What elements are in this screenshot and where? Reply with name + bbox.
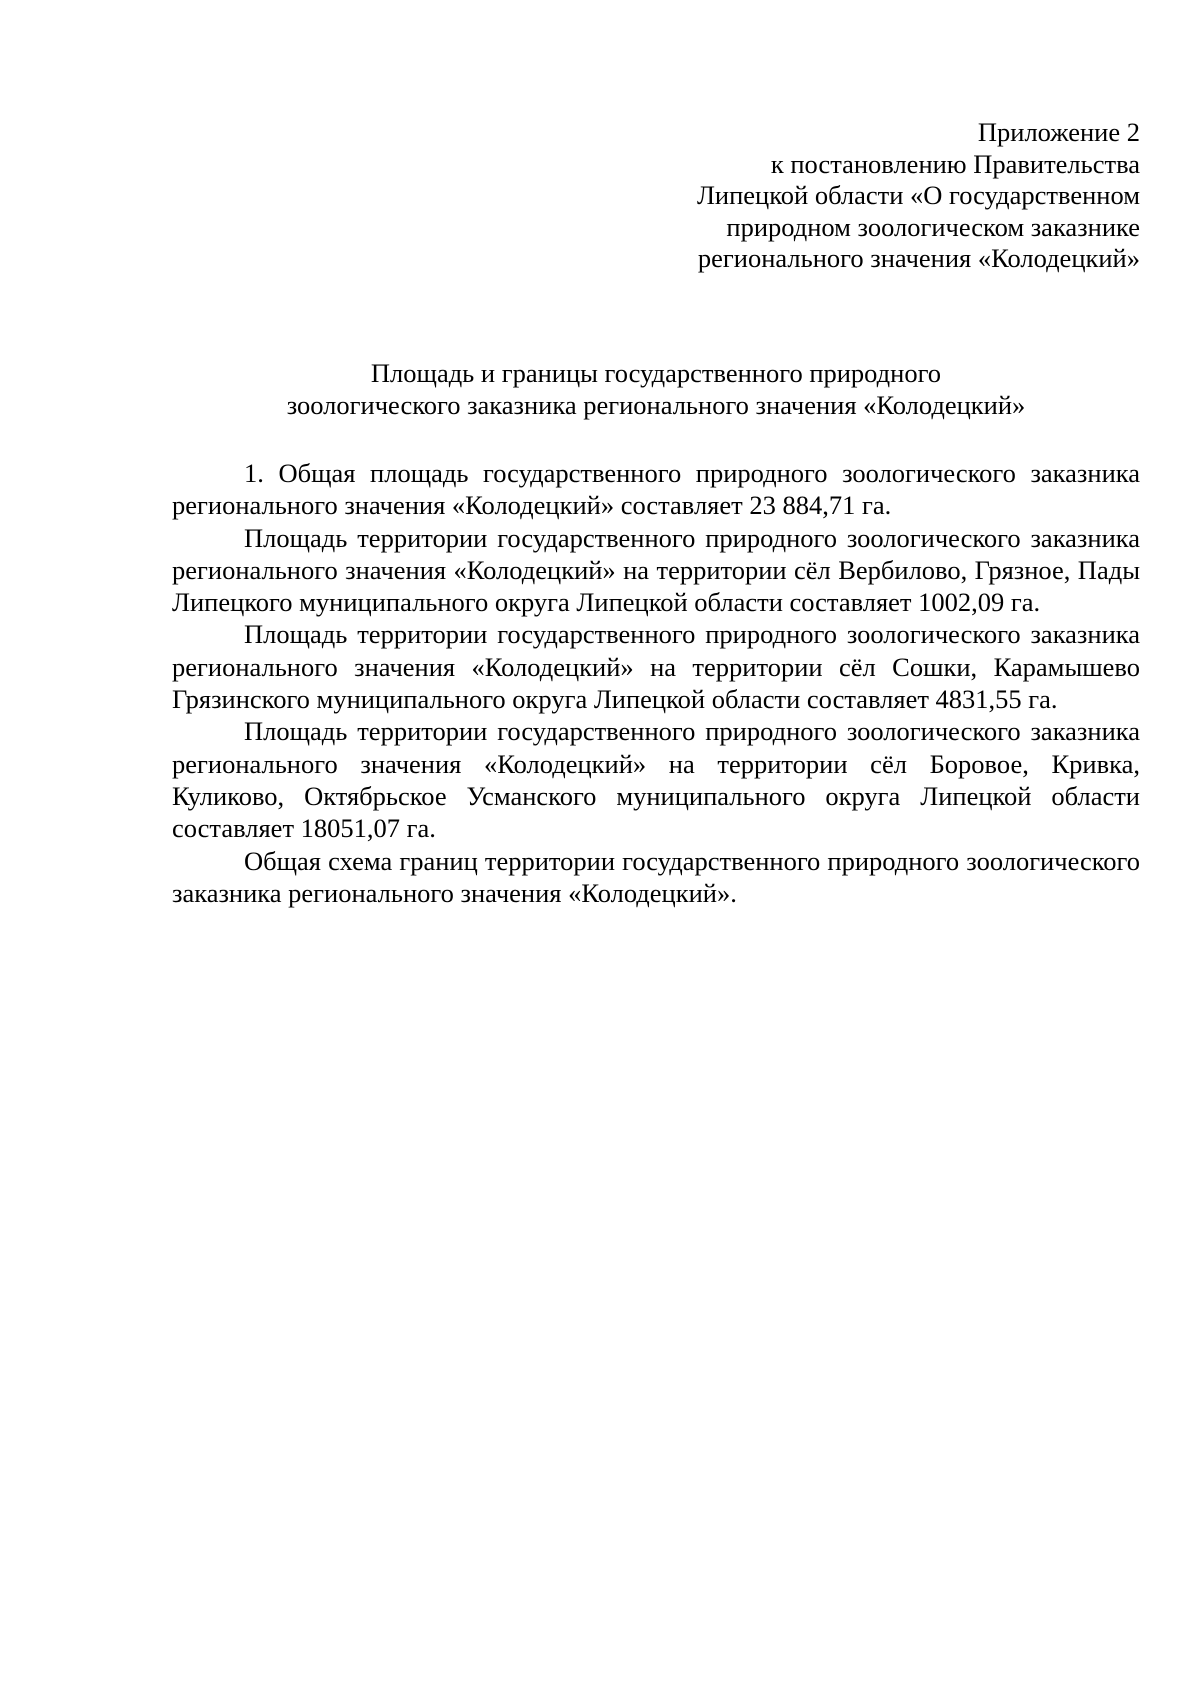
paragraph-total-area: 1. Общая площадь государственного природного зоологического заказника регионального значения «Колодецкий» составляет 23 884,71 га. (172, 458, 1140, 521)
document-title (172, 357, 1140, 421)
annex-header (540, 117, 1140, 275)
annex-line: Липецкой области «О государственном (696, 180, 1140, 210)
document-body (172, 457, 1140, 909)
paragraph-lipetsk-district: Площадь территории государственного природного зоологического заказника регионального значения «Колодецкий» на территории сёл Вербилово, Грязное, Пады Липецкого муниципального округа Липецкой области составляет 1002,09 га. (172, 522, 1140, 618)
paragraph-usman-district: Площадь территории государственного природного зоологического заказника регионального значения «Колодецкий» на территории сёл Боровое, Кривка, Куликово, Октябрьское Усманского муниципального округа Липецкой области составляет 18051,07 га. (172, 716, 1140, 844)
annex-line: природном зоологическом заказнике (726, 211, 1140, 242)
annex-line: регионального значения «Колодецкий» (697, 243, 1140, 273)
paragraph-boundary-scheme: Общая схема границ территории государственного природного зоологического заказника регионального значения «Колодецкий». (172, 845, 1140, 908)
title-line: Площадь и границы государственного природного (370, 358, 942, 388)
title-line: зоологического заказника регионального значения «Колодецкий» (286, 390, 1026, 420)
annex-line: Приложение 2 (977, 117, 1140, 147)
annex-line: к постановлению Правительства (770, 148, 1140, 179)
paragraph-gryazi-district: Площадь территории государственного природного зоологического заказника регионального значения «Колодецкий» на территории сёл Сошки, Карамышево Грязинского муниципального округа Липецкой области составляет 4831,55 га. (172, 619, 1140, 715)
